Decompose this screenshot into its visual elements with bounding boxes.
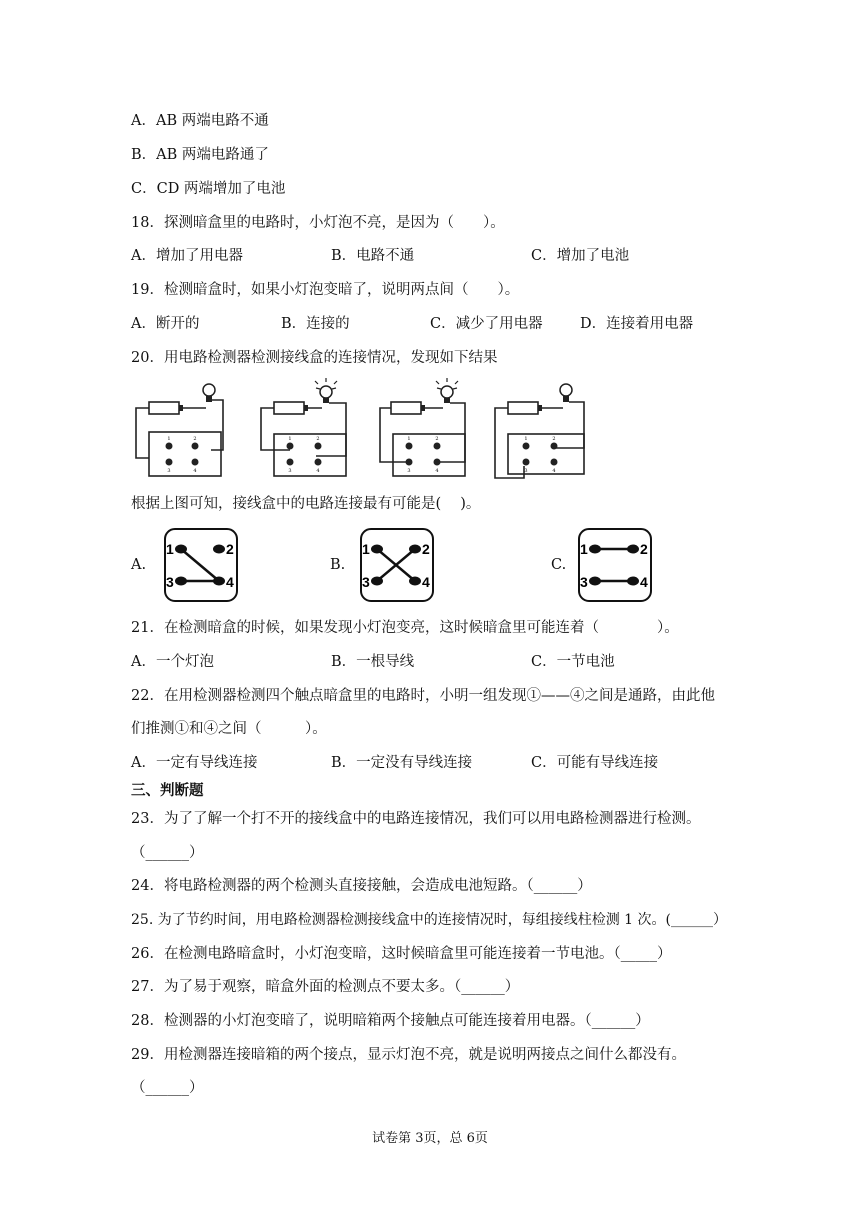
- q17-option-b: B．AB 两端电路通了: [131, 147, 269, 163]
- q25-text: 25. 为了节约时间，用电路检测器检测接线盒中的连接情况时，每组接线柱检测 1 次。(______）: [131, 912, 727, 928]
- q20-text: 20．用电路检测器检测接线盒的连接情况，发现如下结果: [131, 350, 498, 366]
- q22-text-line1: 22．在用检测器检测四个触点暗盒里的电路时，小明一组发现①——④之间是通路，由此他: [131, 688, 715, 704]
- q19-option-a: A．断开的: [131, 316, 200, 332]
- terminal-label: 3: [288, 468, 292, 474]
- q18-option-a: A．增加了用电器: [131, 248, 243, 264]
- terminal-label: 2: [640, 541, 648, 557]
- circuit-figure-3: [377, 378, 482, 483]
- q20-choice-b-diagram: [359, 527, 435, 603]
- q20-choice-a-diagram: [163, 527, 239, 603]
- q20-choice-b-label: B.: [330, 557, 346, 573]
- terminal-label: 1: [288, 436, 292, 442]
- q23-text-line1: 23．为了了解一个打不开的接线盒中的电路连接情况，我们可以用电路检测器进行检测。: [131, 811, 701, 827]
- q21-option-b: B．一根导线: [331, 654, 415, 670]
- q21-text: 21．在检测暗盒的时候，如果发现小灯泡变亮，这时候暗盒里可能连着（ ）。: [131, 620, 679, 636]
- q17-option-c: C．CD 两端增加了电池: [131, 181, 286, 197]
- q26-text: 26．在检测电路暗盒时，小灯泡变暗，这时候暗盒里可能连接着一节电池。（_____）: [131, 946, 672, 962]
- q21-option-a: A．一个灯泡: [131, 654, 214, 670]
- terminal-label: 4: [640, 574, 648, 590]
- terminal-label: 4: [422, 574, 430, 590]
- q18-option-c: C．增加了电池: [531, 248, 630, 264]
- terminal-label: 4: [193, 468, 197, 474]
- q21-option-c: C．一节电池: [531, 654, 615, 670]
- q17-option-a: A．AB 两端电路不通: [131, 113, 269, 129]
- terminal-label: 3: [362, 574, 370, 590]
- terminal-label: 2: [435, 436, 439, 442]
- terminal-label: 2: [193, 436, 197, 442]
- terminal-label: 3: [167, 468, 171, 474]
- q18-text: 18．探测暗盒里的电路时，小灯泡不亮，是因为（ ）。: [131, 215, 505, 231]
- q24-text: 24．将电路检测器的两个检测头直接接触，会造成电池短路。（______）: [131, 878, 592, 894]
- q22-option-a: A．一定有导线连接: [131, 755, 258, 771]
- terminal-label: 1: [362, 541, 370, 557]
- q18-option-b: B．电路不通: [331, 248, 415, 264]
- q22-option-b: B．一定没有导线连接: [331, 755, 473, 771]
- q22-text-line2: 们推测①和④之间（ ）。: [131, 721, 327, 737]
- terminal-label: 3: [580, 574, 588, 590]
- q20-choice-c-diagram: [577, 527, 653, 603]
- terminal-label: 1: [167, 436, 171, 442]
- q19-option-c: C．减少了用电器: [430, 316, 543, 332]
- q20-subtext: 根据上图可知，接线盒中的电路连接最有可能是( )。: [131, 496, 481, 512]
- q20-choice-c-label: C.: [551, 557, 567, 573]
- terminal-label: 3: [407, 468, 411, 474]
- terminal-label: 2: [422, 541, 430, 557]
- terminal-label: 2: [316, 436, 320, 442]
- terminal-label: 4: [316, 468, 320, 474]
- terminal-label: 4: [552, 468, 556, 474]
- q29-text-line1: 29．用检测器连接暗箱的两个接点，显示灯泡不亮，就是说明两接点之间什么都没有。: [131, 1047, 686, 1063]
- terminal-label: 1: [166, 541, 174, 557]
- terminal-label: 3: [166, 574, 174, 590]
- terminal-label: 4: [226, 574, 234, 590]
- terminal-label: 1: [524, 436, 528, 442]
- q19-text: 19．检测暗盒时，如果小灯泡变暗了，说明两点间（ ）。: [131, 282, 520, 298]
- terminal-label: 2: [226, 541, 234, 557]
- terminal-label: 4: [435, 468, 439, 474]
- circuit-figure-1: [131, 378, 236, 483]
- q27-text: 27．为了易于观察，暗盒外面的检测点不要太多。（______）: [131, 979, 520, 995]
- circuit-figure-2: [256, 378, 361, 483]
- q29-text-line2: （______）: [131, 1080, 204, 1096]
- q19-option-b: B．连接的: [281, 316, 350, 332]
- page-footer: 试卷第 3页，总 6页: [372, 1131, 488, 1146]
- terminal-label: 3: [524, 468, 528, 474]
- q28-text: 28．检测器的小灯泡变暗了，说明暗箱两个接触点可能连接着用电器。（______）: [131, 1013, 650, 1029]
- circuit-figure-4: [490, 378, 595, 483]
- terminal-label: 1: [580, 541, 588, 557]
- section-heading: 三、判断题: [131, 783, 204, 799]
- terminal-label: 1: [407, 436, 411, 442]
- q19-option-d: D．连接着用电器: [580, 316, 694, 332]
- q22-option-c: C．可能有导线连接: [531, 755, 659, 771]
- terminal-label: 2: [552, 436, 556, 442]
- q23-text-line2: （______）: [131, 845, 204, 861]
- q20-choice-a-label: A.: [131, 557, 147, 573]
